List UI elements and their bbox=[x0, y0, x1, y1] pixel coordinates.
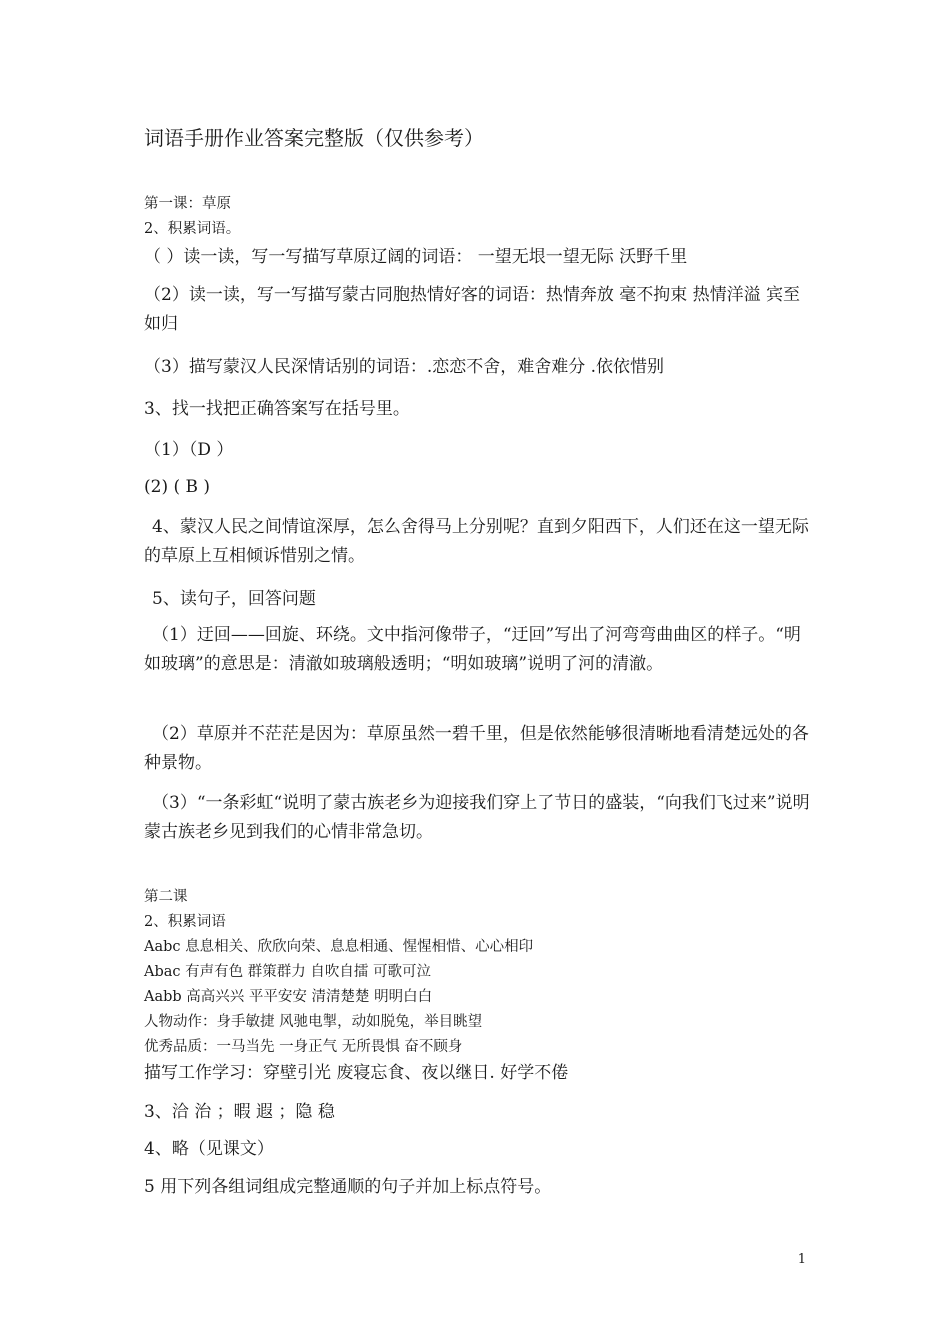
lesson1-reading1: （1）迂回——回旋、环绕。文中指河像带子，“迂回”写出了河弯弯曲曲区的样子。“明如玻璃”的意思是：清澈如玻璃般透明；“明如玻璃”说明了河的清澈。 bbox=[144, 625, 801, 674]
lesson1-section4: 4、蒙汉人民之间情谊深厚，怎么舍得马上分别呢？直到夕阳西下，人们还在这一望无际的草原上互相倾诉惜别之情。 bbox=[144, 517, 809, 566]
lesson1-section5: 5、读句子，回答问题 bbox=[152, 589, 316, 609]
lesson1-reading3: （3）“一条彩虹“说明了蒙古族老乡为迎接我们穿上了节日的盛装，“向我们飞过来”说明蒙古族老乡见到我们的心情非常急切。 bbox=[144, 793, 810, 842]
lesson1-answer2: (2) ( B ) bbox=[144, 477, 211, 497]
lesson2-work: 描写工作学习：穿壁引光 废寝忘食、夜以继日. 好学不倦 bbox=[144, 1063, 569, 1083]
lesson2-action: 人物动作：身手敏捷 风驰电掣，动如脱兔，举目眺望 bbox=[144, 1014, 483, 1030]
lesson2-quality: 优秀品质：一马当先 一身正气 无所畏惧 奋不顾身 bbox=[144, 1039, 463, 1055]
lesson2-section5: 5 用下列各组词组成完整通顺的句子并加上标点符号。 bbox=[144, 1177, 552, 1197]
lesson1-q2: （2）读一读，写一写描写蒙古同胞热情好客的词语：热情奔放 毫不拘束 热情洋溢 宾至如归 bbox=[144, 285, 801, 334]
lesson2-aabc: Aabc 息息相关、欣欣向荣、息息相通、惺惺相惜、心心相印 bbox=[144, 939, 534, 955]
lesson1-q1: （ ）读一读，写一写描写草原辽阔的词语： 一望无垠一望无际 沃野千里 bbox=[144, 247, 688, 267]
lesson1-answer1: （1）（D ） bbox=[144, 440, 234, 460]
lesson2-section4: 4、略（见课文） bbox=[144, 1139, 274, 1159]
lesson2-section3: 3、洽 治 ；暇 遐 ；隐 稳 bbox=[144, 1102, 335, 1122]
lesson1-heading: 第一课：草原 bbox=[144, 196, 231, 212]
lesson1-q3: （3）描写蒙汉人民深情话别的词语：.恋恋不舍，难舍难分 .依依惜别 bbox=[144, 357, 665, 377]
page-number: 1 bbox=[797, 1252, 806, 1267]
lesson2-aabb: Aabb 高高兴兴 平平安安 清清楚楚 明明白白 bbox=[144, 989, 433, 1005]
lesson1-reading2: （2）草原并不茫茫是因为：草原虽然一碧千里，但是依然能够很清晰地看清楚远处的各种景物。 bbox=[144, 724, 809, 773]
lesson1-section2: 2、积累词语。 bbox=[144, 221, 241, 237]
lesson1-section3: 3、找一找把正确答案写在括号里。 bbox=[144, 399, 410, 419]
lesson2-heading: 第二课 bbox=[144, 889, 188, 905]
lesson2-abac: Abac 有声有色 群策群力 自吹自擂 可歌可泣 bbox=[144, 964, 431, 980]
page-title: 词语手册作业答案完整版（仅供参考） bbox=[144, 126, 484, 150]
lesson2-section2: 2、积累词语 bbox=[144, 914, 226, 930]
